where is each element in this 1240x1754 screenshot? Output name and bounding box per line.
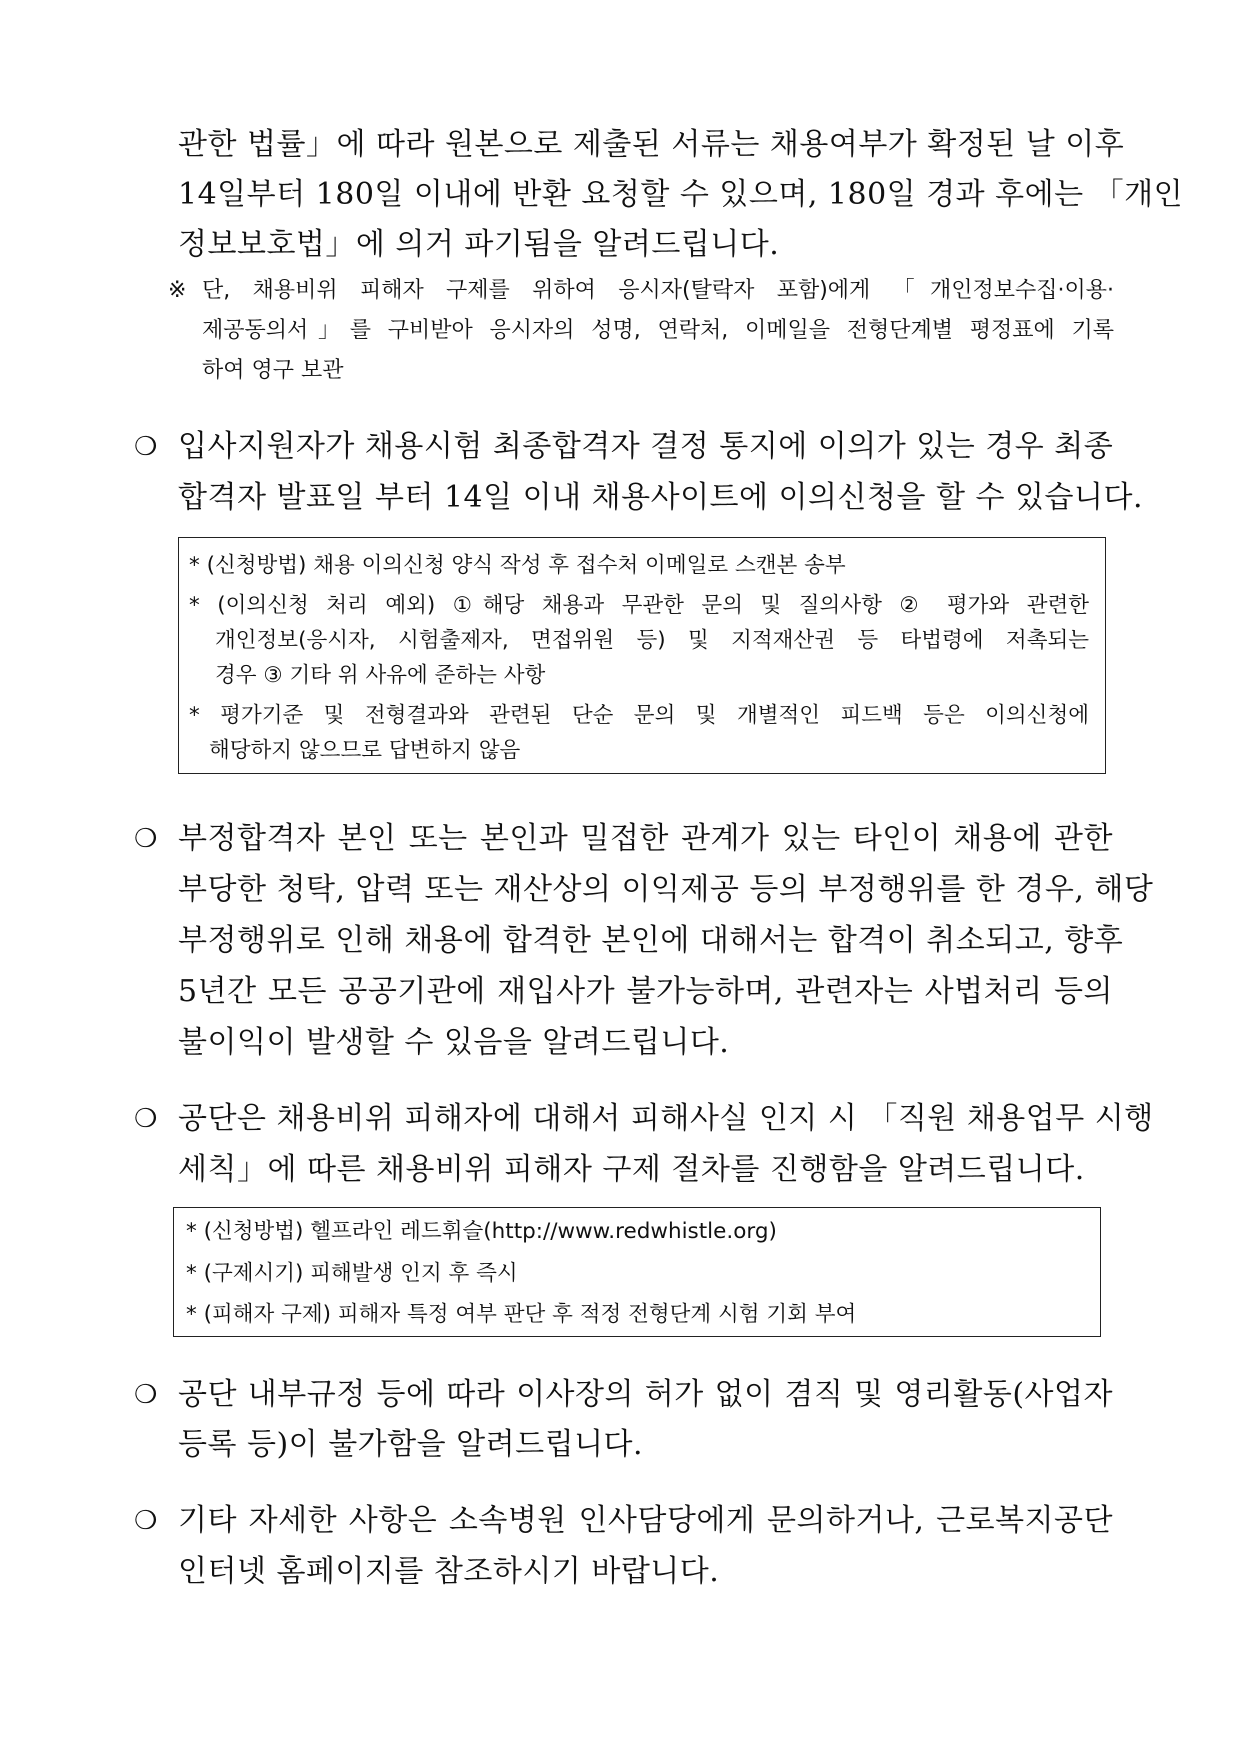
note-line-1: 단, 채용비위 피해자 구제를 위하여 응시자(탈락자 포함)에게 「개인정보수집·이용· bbox=[202, 278, 1114, 303]
box-2-line-3: * (피해자 구제) 피해자 특정 여부 판단 후 적정 전형단계 시험 기회 부여 bbox=[186, 1302, 857, 1327]
section-2-line-5: 불이익이 발생할 수 있음을 알려드립니다. bbox=[178, 1025, 730, 1060]
relief-info-box bbox=[173, 1207, 1101, 1337]
note-marker: ※ bbox=[168, 278, 187, 303]
section-bullet: ❍ bbox=[134, 1380, 158, 1410]
section-4-line-1: 공단 내부규정 등에 따라 이사장의 허가 없이 겸직 및 영리활동(사업자 bbox=[178, 1377, 1113, 1412]
section-2-line-3: 부정행위로 인해 채용에 합격한 본인에 대해서는 합격이 취소되고, 향후 bbox=[178, 923, 1124, 958]
section-4-line-2: 등록 등)이 불가함을 알려드립니다. bbox=[178, 1427, 644, 1462]
intro-line-1: 관한 법률」에 따라 원본으로 제출된 서류는 채용여부가 확정된 날 이후 bbox=[178, 127, 1125, 162]
box-2-line-2: * (구제시기) 피해발생 인지 후 즉시 bbox=[186, 1261, 518, 1286]
section-bullet: ❍ bbox=[134, 1104, 158, 1134]
section-2-line-2: 부당한 청탁, 압력 또는 재산상의 이익제공 등의 부정행위를 한 경우, 해당 bbox=[178, 872, 1154, 907]
section-1-line-1: 입사지원자가 채용시험 최종합격자 결정 통지에 이의가 있는 경우 최종 bbox=[178, 429, 1114, 464]
section-2-line-1: 부정합격자 본인 또는 본인과 밀접한 관계가 있는 타인이 채용에 관한 bbox=[178, 821, 1113, 856]
box-1-line-2: * (이의신청 처리 예외) ①해당 채용과 무관한 문의 및 질의사항 ② 평가와 관련한 bbox=[189, 593, 1089, 618]
note-line-3: 하여 영구 보관 bbox=[202, 358, 344, 383]
intro-line-3: 정보보호법」에 의거 파기됨을 알려드립니다. bbox=[178, 227, 780, 262]
section-5-line-1: 기타 자세한 사항은 소속병원 인사담당에게 문의하거나, 근로복지공단 bbox=[178, 1503, 1113, 1538]
objection-info-box bbox=[178, 537, 1106, 774]
box-1-line-4: 경우 ③ 기타 위 사유에 준하는 사항 bbox=[215, 663, 546, 688]
section-bullet: ❍ bbox=[134, 432, 158, 462]
section-5-line-2: 인터넷 홈페이지를 참조하시기 바랍니다. bbox=[178, 1554, 720, 1589]
section-3-line-2: 세칙」에 따른 채용비위 피해자 구제 절차를 진행함을 알려드립니다. bbox=[178, 1152, 1085, 1187]
section-1-line-2: 합격자 발표일 부터 14일 이내 채용사이트에 이의신청을 할 수 있습니다. bbox=[178, 480, 1143, 515]
section-bullet: ❍ bbox=[134, 824, 158, 854]
box-1-line-6: 해당하지 않으므로 답변하지 않음 bbox=[209, 738, 521, 763]
note-line-2: 제공동의서」를 구비받아 응시자의 성명, 연락처, 이메일을 전형단계별 평정표에 기록 bbox=[202, 318, 1114, 343]
box-1-line-1: * (신청방법) 채용 이의신청 양식 작성 후 접수처 이메일로 스캔본 송부 bbox=[189, 553, 846, 578]
section-2-line-4: 5년간 모든 공공기관에 재입사가 불가능하며, 관련자는 사법처리 등의 bbox=[178, 974, 1113, 1009]
section-3-line-1: 공단은 채용비위 피해자에 대해서 피해사실 인지 시 「직원 채용업무 시행 bbox=[178, 1101, 1154, 1136]
section-bullet: ❍ bbox=[134, 1506, 158, 1536]
box-2-line-1: * (신청방법) 헬프라인 레드휘슬(http://www.redwhistle.org) bbox=[186, 1219, 777, 1244]
intro-line-2: 14일부터 180일 이내에 반환 요청할 수 있으며, 180일 경과 후에는 「개인 bbox=[178, 177, 1184, 212]
box-1-line-3: 개인정보(응시자, 시험출제자, 면접위원 등) 및 지적재산권 등 타법령에 저촉되는 bbox=[215, 628, 1089, 653]
box-1-line-5: * 평가기준 및 전형결과와 관련된 단순 문의 및 개별적인 피드백 등은 이의신청에 bbox=[189, 703, 1089, 728]
